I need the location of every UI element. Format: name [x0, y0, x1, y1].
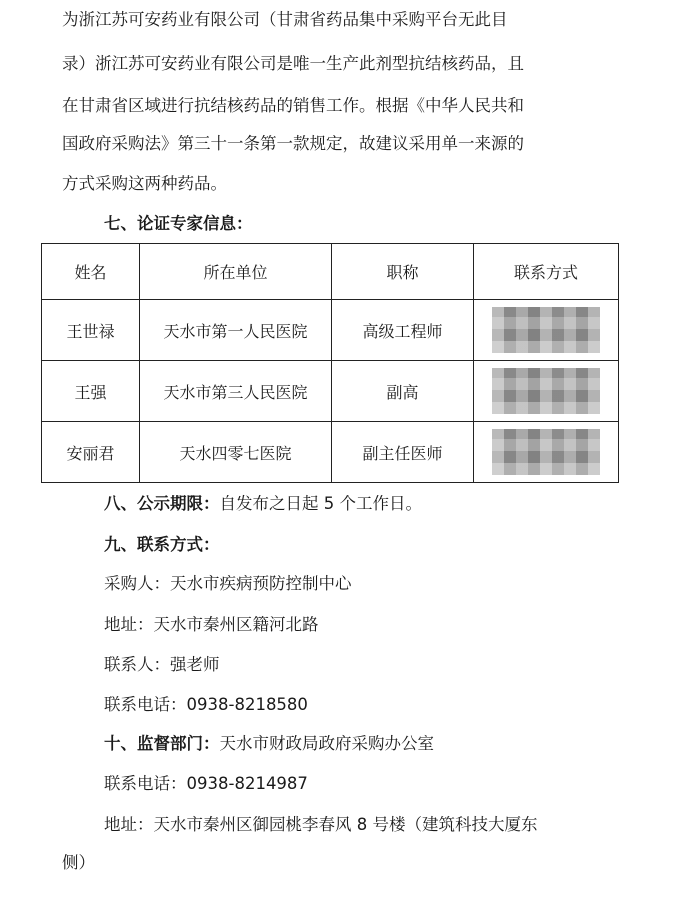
expert-unit: 天水市第三人民医院	[140, 361, 332, 422]
purchaser-line: 采购人：天水市疾病预防控制中心	[104, 574, 352, 593]
section10-text: 天水市财政局政府采购办公室	[219, 734, 434, 753]
header-name: 姓名	[42, 244, 140, 300]
table-header-row	[42, 244, 619, 300]
redacted-contact-image	[492, 368, 600, 414]
section9-heading: 九、联系方式：	[104, 535, 220, 554]
section7-heading: 七、论证专家信息：	[104, 214, 253, 233]
expert-title: 副主任医师	[332, 422, 474, 483]
expert-contact	[474, 361, 619, 422]
expert-name: 安丽君	[42, 422, 140, 483]
paragraph-line-1: 为浙江苏可安药业有限公司（甘肃省药品集中采购平台无此目	[62, 10, 508, 29]
supervisor-address-line-2: 侧）	[62, 853, 95, 872]
paragraph-line-5: 方式采购这两种药品。	[62, 174, 227, 193]
header-contact: 联系方式	[474, 244, 619, 300]
contact-person-line: 联系人：强老师	[104, 655, 220, 674]
expert-title: 高级工程师	[332, 300, 474, 361]
paragraph-line-4: 国政府采购法》第三十一条第一款规定，故建议采用单一来源的	[62, 134, 524, 153]
section8-text: 自发布之日起 5 个工作日。	[219, 494, 422, 513]
table-row	[42, 422, 619, 483]
redacted-contact-image	[492, 307, 600, 353]
section8-heading: 八、公示期限：	[104, 494, 220, 513]
expert-name: 王世禄	[42, 300, 140, 361]
expert-unit: 天水四零七医院	[140, 422, 332, 483]
expert-unit: 天水市第一人民医院	[140, 300, 332, 361]
section10-heading: 十、监督部门：	[104, 734, 220, 753]
header-unit: 所在单位	[140, 244, 332, 300]
expert-title: 副高	[332, 361, 474, 422]
section10-line	[104, 734, 434, 754]
table-row	[42, 361, 619, 422]
paragraph-line-3: 在甘肃省区域进行抗结核药品的销售工作。根据《中华人民共和	[62, 96, 524, 115]
experts-table	[41, 243, 619, 483]
address-line: 地址：天水市秦州区籍河北路	[104, 615, 319, 634]
expert-contact	[474, 300, 619, 361]
supervisor-address-line-1: 地址：天水市秦州区御园桃李春风 8 号楼（建筑科技大厦东	[104, 815, 538, 834]
section8-line	[104, 494, 422, 514]
table-row	[42, 300, 619, 361]
header-title: 职称	[332, 244, 474, 300]
redacted-contact-image	[492, 429, 600, 475]
paragraph-line-2: 录）浙江苏可安药业有限公司是唯一生产此剂型抗结核药品，且	[62, 54, 524, 73]
supervisor-phone-line: 联系电话：0938-8214987	[104, 774, 308, 793]
expert-name: 王强	[42, 361, 140, 422]
phone-line: 联系电话：0938-8218580	[104, 695, 308, 714]
expert-contact	[474, 422, 619, 483]
